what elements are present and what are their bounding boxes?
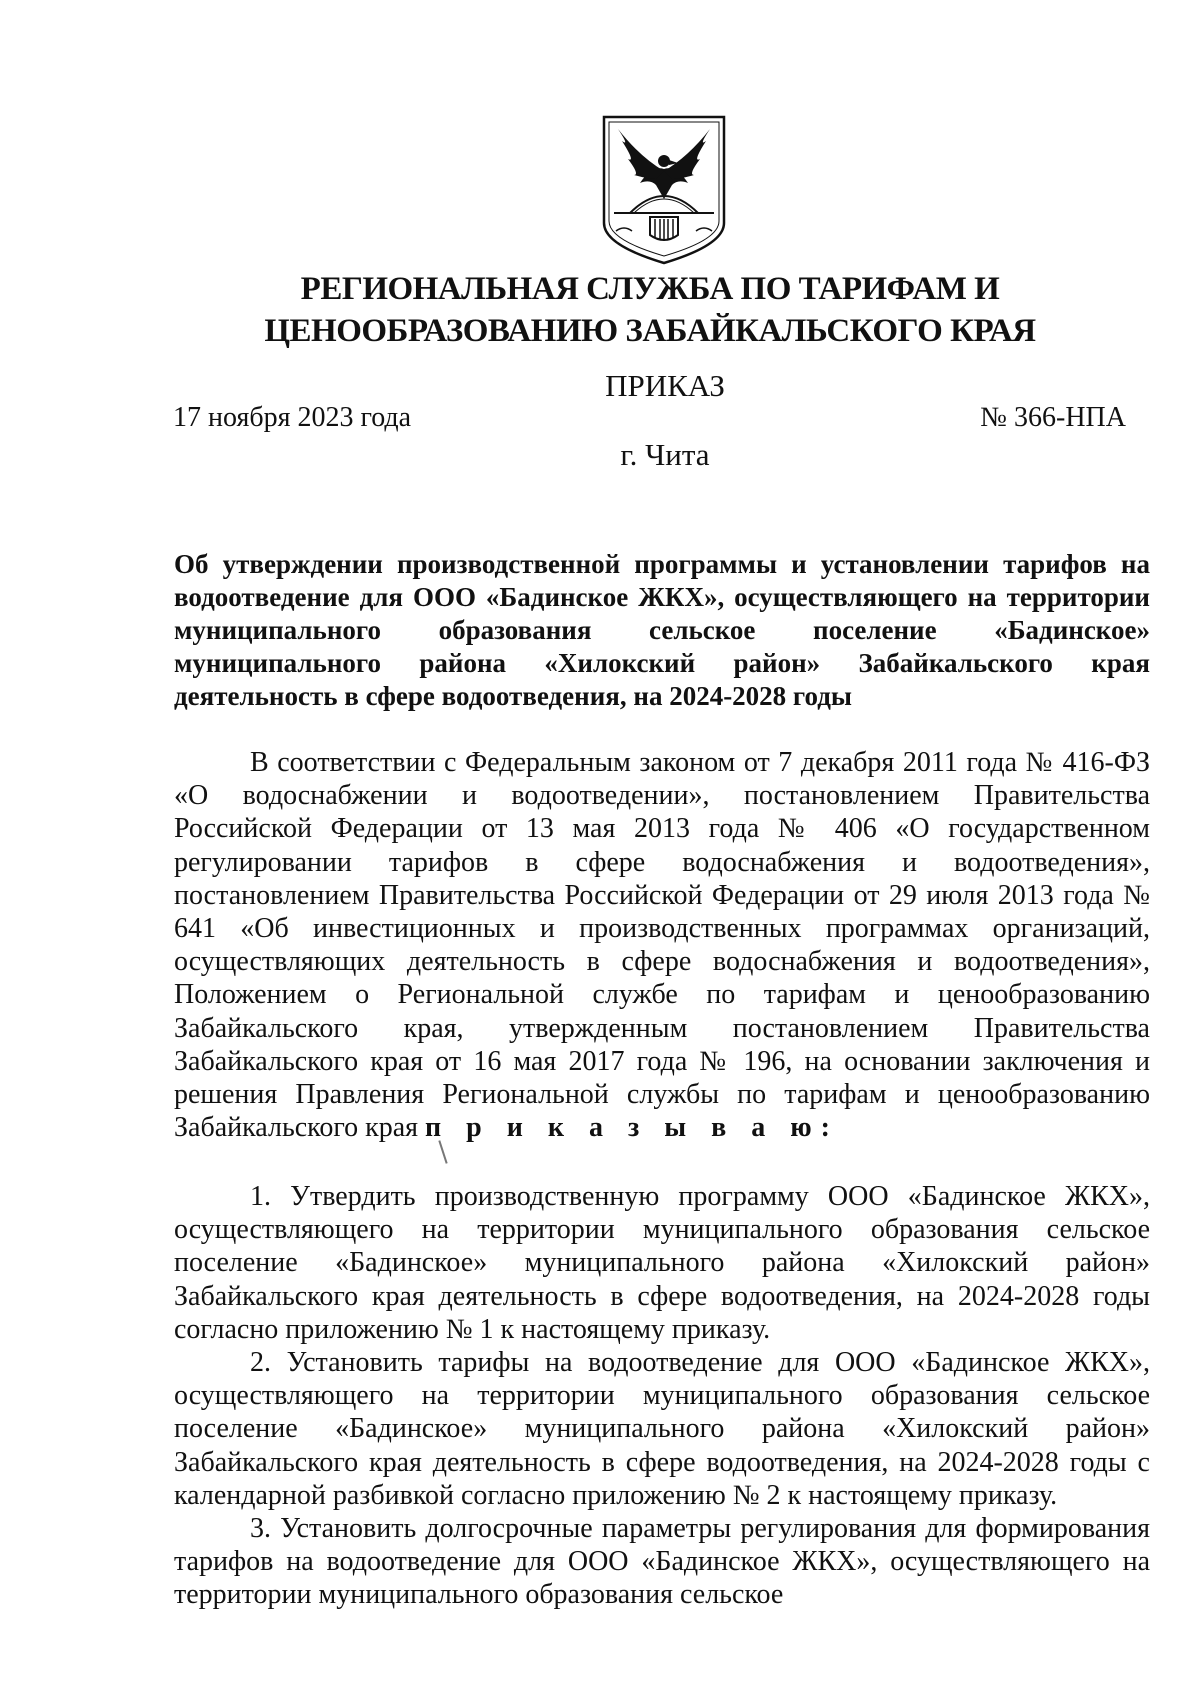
order-item: 2. Установить тарифы на водоотведение для ООО «Бадинское ЖКХ», осуществляющего на территории муниципального образования сельское поселение «Бадинское» муниципального района «Хилокский район» Забайкальского края деятельность в сфере водоотведения, на 2024-2028 годы с календарной разбивкой согласно приложению № 2 к настоящему приказу. [174, 1347, 1150, 1511]
organization-title [150, 268, 1150, 352]
document-city: г. Чита [620, 437, 710, 472]
document-date: 17 ноября 2023 года [173, 402, 412, 433]
document-number: № 366-НПА [980, 402, 1126, 433]
order-item: 3. Установить долгосрочные параметры регулирования для формирования тарифов на водоотведение для ООО «Бадинское ЖКХ», осуществляющего на территории муниципального образования сельское [174, 1513, 1150, 1611]
document-subject: Об утверждении производственной программы и установлении тарифов на водоотведение для ООО «Бадинское ЖКХ», осуществляющего на территории муниципального образования сельское поселение «Бадинское» муниципального района «Хилокский район» Забайкальского края деятельность в сфере водоотведения, на 2024-2028 годы [174, 549, 1150, 711]
organization-title-line-1: РЕГИОНАЛЬНАЯ СЛУЖБА ПО ТАРИФАМ И [300, 271, 1000, 307]
organization-title-line-2: ЦЕНООБРАЗОВАНИЮ ЗАБАЙКАЛЬСКОГО КРАЯ [264, 313, 1036, 349]
preamble-text: В соответствии с Федеральным законом от 7 декабря 2011 года № 416-ФЗ «О водоснабжении и водоотведении», постановлением Правительства Российской Федерации от 13 мая 2013 года № 406 «О государственном регулировании тарифов в сфере водоснабжения и водоотведения», постановлением Правительства Российской Федерации от 29 июля 2013 года № 641 «Об инвестиционных и производственных программах организаций, осуществляющих деятельность в сфере водоснабжения и водоотведения», Положением о Региональной службе по тарифам и ценообразованию Забайкальского края, утвержденным постановлением Правительства Забайкальского края от 16 мая 2017 года № 196, на основании заключения и решения Правления Региональной службы по тарифам и ценообразованию Забайкальского края [174, 747, 1150, 1144]
order-items [174, 1180, 1150, 1612]
document-type: ПРИКАЗ [605, 368, 725, 403]
preamble [174, 746, 1150, 1144]
coat-of-arms-icon [600, 113, 728, 265]
order-item: 1. Утвердить производственную программу ООО «Бадинское ЖКХ», осуществляющего на территории муниципального образования сельское поселение «Бадинское» муниципального района «Хилокский район» Забайкальского края деятельность в сфере водоотведения, на 2024-2028 годы согласно приложению № 1 к настоящему приказу. [174, 1181, 1150, 1345]
order-word: п р и к а з ы в а ю: [425, 1112, 839, 1144]
